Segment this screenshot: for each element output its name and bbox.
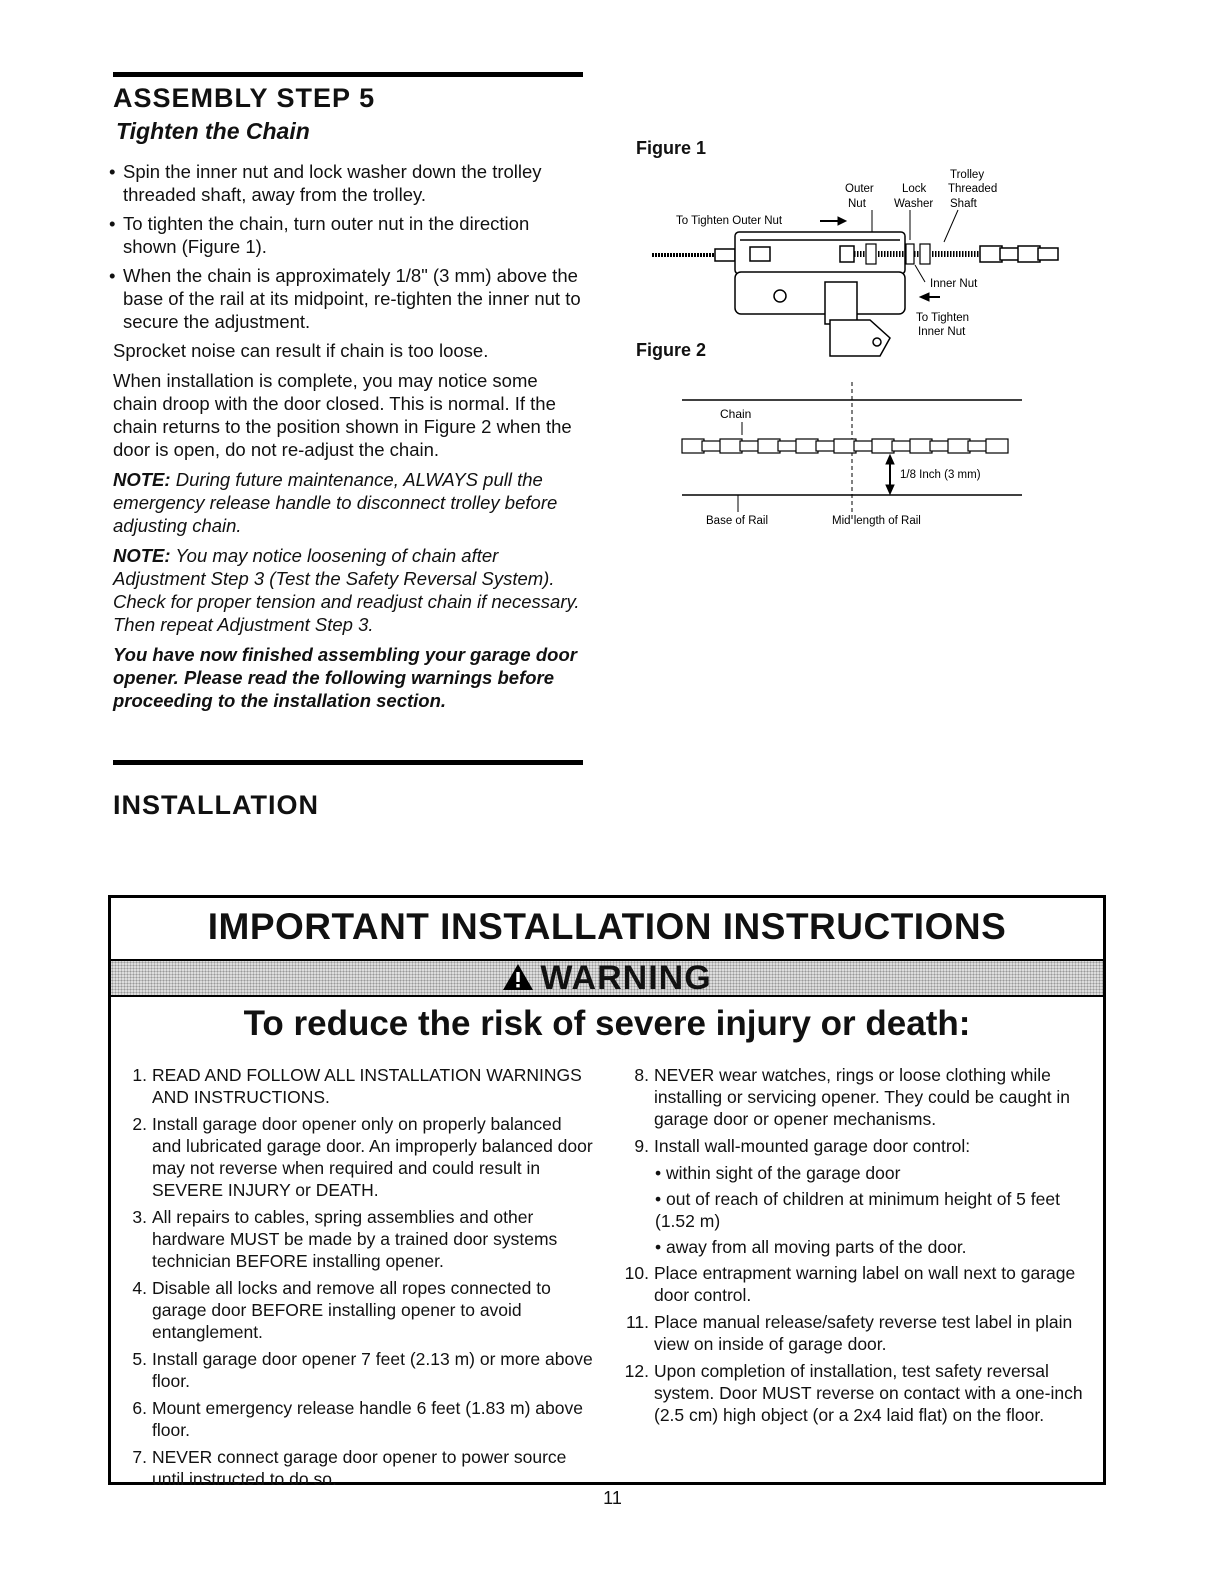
step-heading: ASSEMBLY STEP 5 [113,83,376,113]
warning-label [111,961,1103,995]
item-text: NEVER wear watches, rings or loose clothing while installing or servicing opener. They could be caught in garage door or opener mechanisms. [654,1065,1071,1129]
figure2-chain-diagram [672,380,1032,560]
fig2-mid-label: Mid length of Rail [832,515,921,527]
item-number: 10. [624,1263,649,1283]
bullet-item: • To tighten the chain, turn outer nut in the direction shown (Figure 1). [113,212,583,258]
fig1-shaft-label: Shaft [950,198,977,210]
fig1-to-tighten-label: To Tighten [916,312,970,324]
important-instructions-box [108,895,1106,1489]
fig2-chain-label: Chain [720,407,752,421]
item-number: 11. [625,1312,649,1332]
item-number: 4. [132,1278,147,1298]
warning-item [619,1064,1093,1130]
warning-item [619,1135,1093,1157]
item-text: Install garage door opener only on properly balanced and lubricated garage door. An improperly balanced door may not reverse when required and could result in SEVERE INJURY or DEATH. [152,1114,593,1200]
warning-item [117,1113,595,1201]
item-number: 7. [132,1447,147,1467]
risk-heading: To reduce the risk of severe injury or death: [243,1004,971,1043]
control-sub-item: • within sight of the garage door [655,1163,901,1183]
fig1-trolley-label: Trolley [950,169,985,181]
note-loosening [113,544,583,636]
step-subheading: Tighten the Chain [116,118,310,144]
warning-item [619,1262,1093,1306]
fig2-base-label: Base of Rail [706,515,769,527]
item-text: NEVER connect garage door opener to power source until instructed to do so. [152,1447,567,1489]
note-text: You may notice loosening of chain after Adjustment Step 3 (Test the Safety Reversal System). Check for proper tension and readjust chain if necessary. Then repeat Adjustment Step 3. [113,545,580,635]
chain-droop-text: When installation is complete, you may notice some chain droop with the door closed. This is normal. If the chain returns to the position shown in Figure 2 when the door is open, do not re-adjust the chain. [113,370,572,460]
note-maintenance [113,468,583,537]
fig1-inner-nut2-label: Inner Nut [918,326,966,338]
warning-item [619,1311,1093,1355]
bullet-item: • When the chain is approximately 1/8" (3 mm) above the base of the rail at its midpoint, re-tighten the inner nut to secure the adjustment. [113,264,583,333]
warning-item [117,1277,595,1343]
fig1-washer-label: Washer [894,198,934,210]
figure1-label: Figure 1 [636,138,707,158]
item-text: All repairs to cables, spring assemblies and other hardware MUST be made by a trained door systems technician BEFORE installing opener. [152,1207,558,1271]
fig1-nut-label: Nut [848,198,866,210]
inner-nut-arrow [920,293,940,301]
chain-right [980,246,1058,262]
figure2-label: Figure 2 [636,340,707,360]
step-body [113,160,583,719]
fig1-threaded-label: Threaded [948,183,998,195]
step-bullets [113,160,583,333]
fig1-outer-label: Outer [845,183,874,195]
trolley-body [735,232,905,356]
warning-band [111,959,1103,997]
control-sub-item: • away from all moving parts of the door. [655,1237,967,1257]
sprocket-noise-text: Sprocket noise can result if chain is too loose. [113,340,489,361]
warning-item [117,1064,595,1108]
item-number: 3. [132,1207,147,1227]
fig2-measure-label: 1/8 Inch (3 mm) [900,469,981,481]
finished-assembly-text: You have now finished assembling your garage door opener. Please read the following warnings before proceeding to the installation section. [113,644,577,711]
fig1-lock-label: Lock [902,183,927,195]
installation-top-rule [113,760,583,765]
note-label: NOTE: [113,545,171,566]
fig1-inner-nut-label: Inner Nut [930,278,978,290]
item-text: Place entrapment warning label on wall next to garage door control. [654,1263,1076,1305]
measure-arrow [886,455,894,494]
outer-nut-arrow [820,217,846,225]
warning-item [117,1348,595,1392]
item-text: Place manual release/safety reverse test label in plain view on inside of garage door. [654,1312,1073,1354]
item-number: 9. [634,1136,649,1156]
figure1-trolley-diagram [640,160,1070,375]
important-instructions-title: IMPORTANT INSTALLATION INSTRUCTIONS [207,906,1007,947]
item-number: 5. [132,1349,147,1369]
item-text: Install wall-mounted garage door control: [654,1136,971,1156]
item-text: Disable all locks and remove all ropes connected to garage door BEFORE installing opener to avoid entanglement. [152,1278,551,1342]
installation-heading: INSTALLATION [113,790,319,820]
item-number: 6. [132,1398,147,1418]
item-text: READ AND FOLLOW ALL INSTALLATION WARNINGS AND INSTRUCTIONS. [152,1065,582,1107]
cable-left [652,249,735,261]
item-text: Mount emergency release handle 6 feet (1.83 m) above floor. [152,1398,583,1440]
item-number: 1. [132,1065,147,1085]
warning-triangle-icon [502,963,534,991]
warning-item [619,1360,1093,1426]
chain-links [682,439,1008,453]
note-label: NOTE: [113,469,171,490]
bullet-item: • Spin the inner nut and lock washer down the trolley threaded shaft, away from the trolley. [113,160,583,206]
threaded-shaft [854,244,980,264]
page-number: 11 [603,1488,622,1508]
item-number: 8. [634,1065,649,1085]
warning-text: WARNING [540,959,712,997]
item-text: Install garage door opener 7 feet (2.13 m) or more above floor. [152,1349,593,1391]
item-number: 2. [132,1114,147,1134]
item-text: Upon completion of installation, test safety reversal system. Door MUST reverse on contact with a one-inch (2.5 cm) high object (or a 2x4 laid flat) on the floor. [654,1361,1083,1425]
control-sub-item: • out of reach of children at minimum height of 5 feet (1.52 m) [655,1189,1060,1231]
warning-item [117,1397,595,1441]
warning-list-right [619,1064,1093,1431]
step-top-rule [113,72,583,77]
fig1-to-tighten-outer-label: To Tighten Outer Nut [676,215,783,227]
item-number: 12. [624,1361,649,1381]
note-text: During future maintenance, ALWAYS pull the emergency release handle to disconnect trolley before adjusting chain. [113,469,558,536]
warning-list-left [117,1064,595,1495]
warning-item [117,1206,595,1272]
warning-item [117,1446,595,1490]
